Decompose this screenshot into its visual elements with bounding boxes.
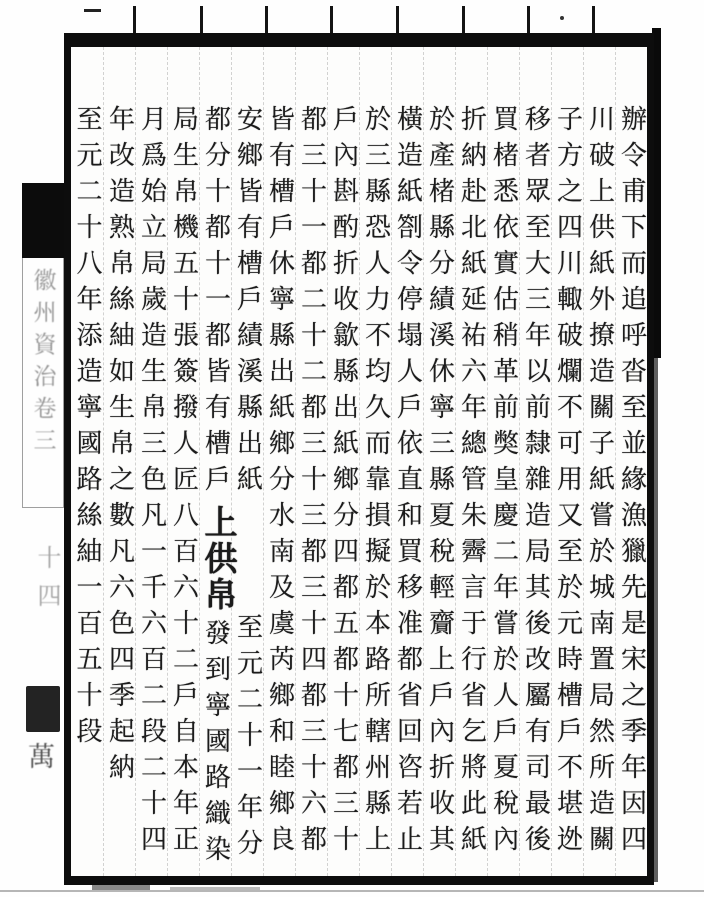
- column-text: 局生帛機五十張簽撥人匠八百六十二戶自本年正: [168, 105, 199, 861]
- column-text: 月爲始立局歲造生帛三色凡一千六百二段二十四: [136, 105, 167, 861]
- collector-stamp-blotch: [26, 686, 60, 732]
- text-column: [551, 47, 583, 876]
- margin-page-number: 十四: [33, 545, 61, 621]
- text-column: [231, 47, 263, 876]
- column-text: 年改造熟帛絲紬如生帛之數凡六色四季起納: [104, 105, 135, 789]
- column-text: 橫造紙劄令停塌人戶依直和買移准都省回咨若止: [392, 105, 423, 861]
- column-rule-tick: [133, 6, 136, 36]
- text-column: [359, 47, 391, 876]
- column-rule-tick: [330, 6, 333, 36]
- column-rule-tick: [462, 6, 465, 36]
- scan-artifact-smudge: [170, 887, 260, 890]
- column-text: 皆有槽戶休寧縣出紙鄉分水南及虞芮鄉和睦鄉良: [264, 105, 295, 861]
- scan-artifact-smudge: [92, 885, 150, 890]
- column-text: 戶內斟酌折收歙縣出紙鄉分四都五都十七都三十: [328, 105, 359, 861]
- text-column: [295, 47, 327, 876]
- column-text: 辦令甫下而追呼沓至並緣漁獵先是宋之季年因四: [616, 105, 647, 861]
- column-rule-tick: [265, 6, 268, 36]
- column-text: 川破上供紙外撩造關子紙嘗於城南置局然所造關: [584, 105, 615, 861]
- column-text: 於產楮縣分績溪休寧三縣夏稅輕齎上戶內折收其: [424, 105, 455, 861]
- columns: [71, 47, 647, 876]
- column-text: 移者眾至大三年以前隸雜造局其後改屬有司最後: [520, 105, 551, 861]
- scan-artifact-bottom-line: [0, 890, 704, 892]
- column-text: 安鄉皆有槽戶績溪縣出紙: [232, 105, 263, 501]
- column-text: 子方之四川輙破爛不可用又至於元時槽戶不堪迯: [552, 105, 583, 861]
- collector-stamp-character: 萬: [28, 742, 55, 773]
- column-text: 至元二十一年分: [232, 613, 263, 865]
- text-column: [519, 47, 551, 876]
- column-text: 至元二十八年添造寧國路絲紬一百五十段: [72, 105, 102, 753]
- column-rule-tick: [200, 6, 203, 36]
- text-column: [391, 47, 423, 876]
- column-text: 都三十一都二十二都三十三都三十四都三十六都: [296, 105, 327, 861]
- column-text: 折納赴北紙延祐六年總管朱霽言于行省乞將此紙: [456, 105, 487, 861]
- text-column: [455, 47, 487, 876]
- column-rule-tick: [527, 6, 530, 36]
- ink-blotch: [22, 183, 65, 258]
- text-column: [135, 47, 167, 876]
- text-column: [423, 47, 455, 876]
- text-frame: [64, 33, 654, 885]
- scan-artifact-dot: [560, 16, 564, 20]
- margin-title-text: 徽州資治卷三: [29, 268, 56, 460]
- column-text: 發到寧國路織染: [200, 619, 231, 871]
- text-column: [103, 47, 135, 876]
- text-column: [71, 47, 103, 876]
- text-column: [583, 47, 615, 876]
- text-column: [327, 47, 359, 876]
- text-column: [487, 47, 519, 876]
- column-rule-tick: [592, 6, 595, 36]
- column-text: 於三縣恐人力不均久而靠損擬於本路所轄州縣上: [360, 105, 391, 861]
- text-column: [167, 47, 199, 876]
- margin-title-tab: [22, 183, 64, 508]
- column-text: 買楮悉依實估稍革前獘皇慶二年嘗於人戶夏稅內: [488, 105, 519, 861]
- text-column: [199, 47, 239, 876]
- column-text: 都分十都十一都皆有槽戶: [200, 105, 231, 501]
- column-rule-tick: [396, 6, 399, 36]
- text-column: [263, 47, 295, 876]
- section-header: 上供帛: [199, 505, 239, 613]
- text-column: [615, 47, 647, 876]
- scan-artifact-dash: [84, 9, 101, 12]
